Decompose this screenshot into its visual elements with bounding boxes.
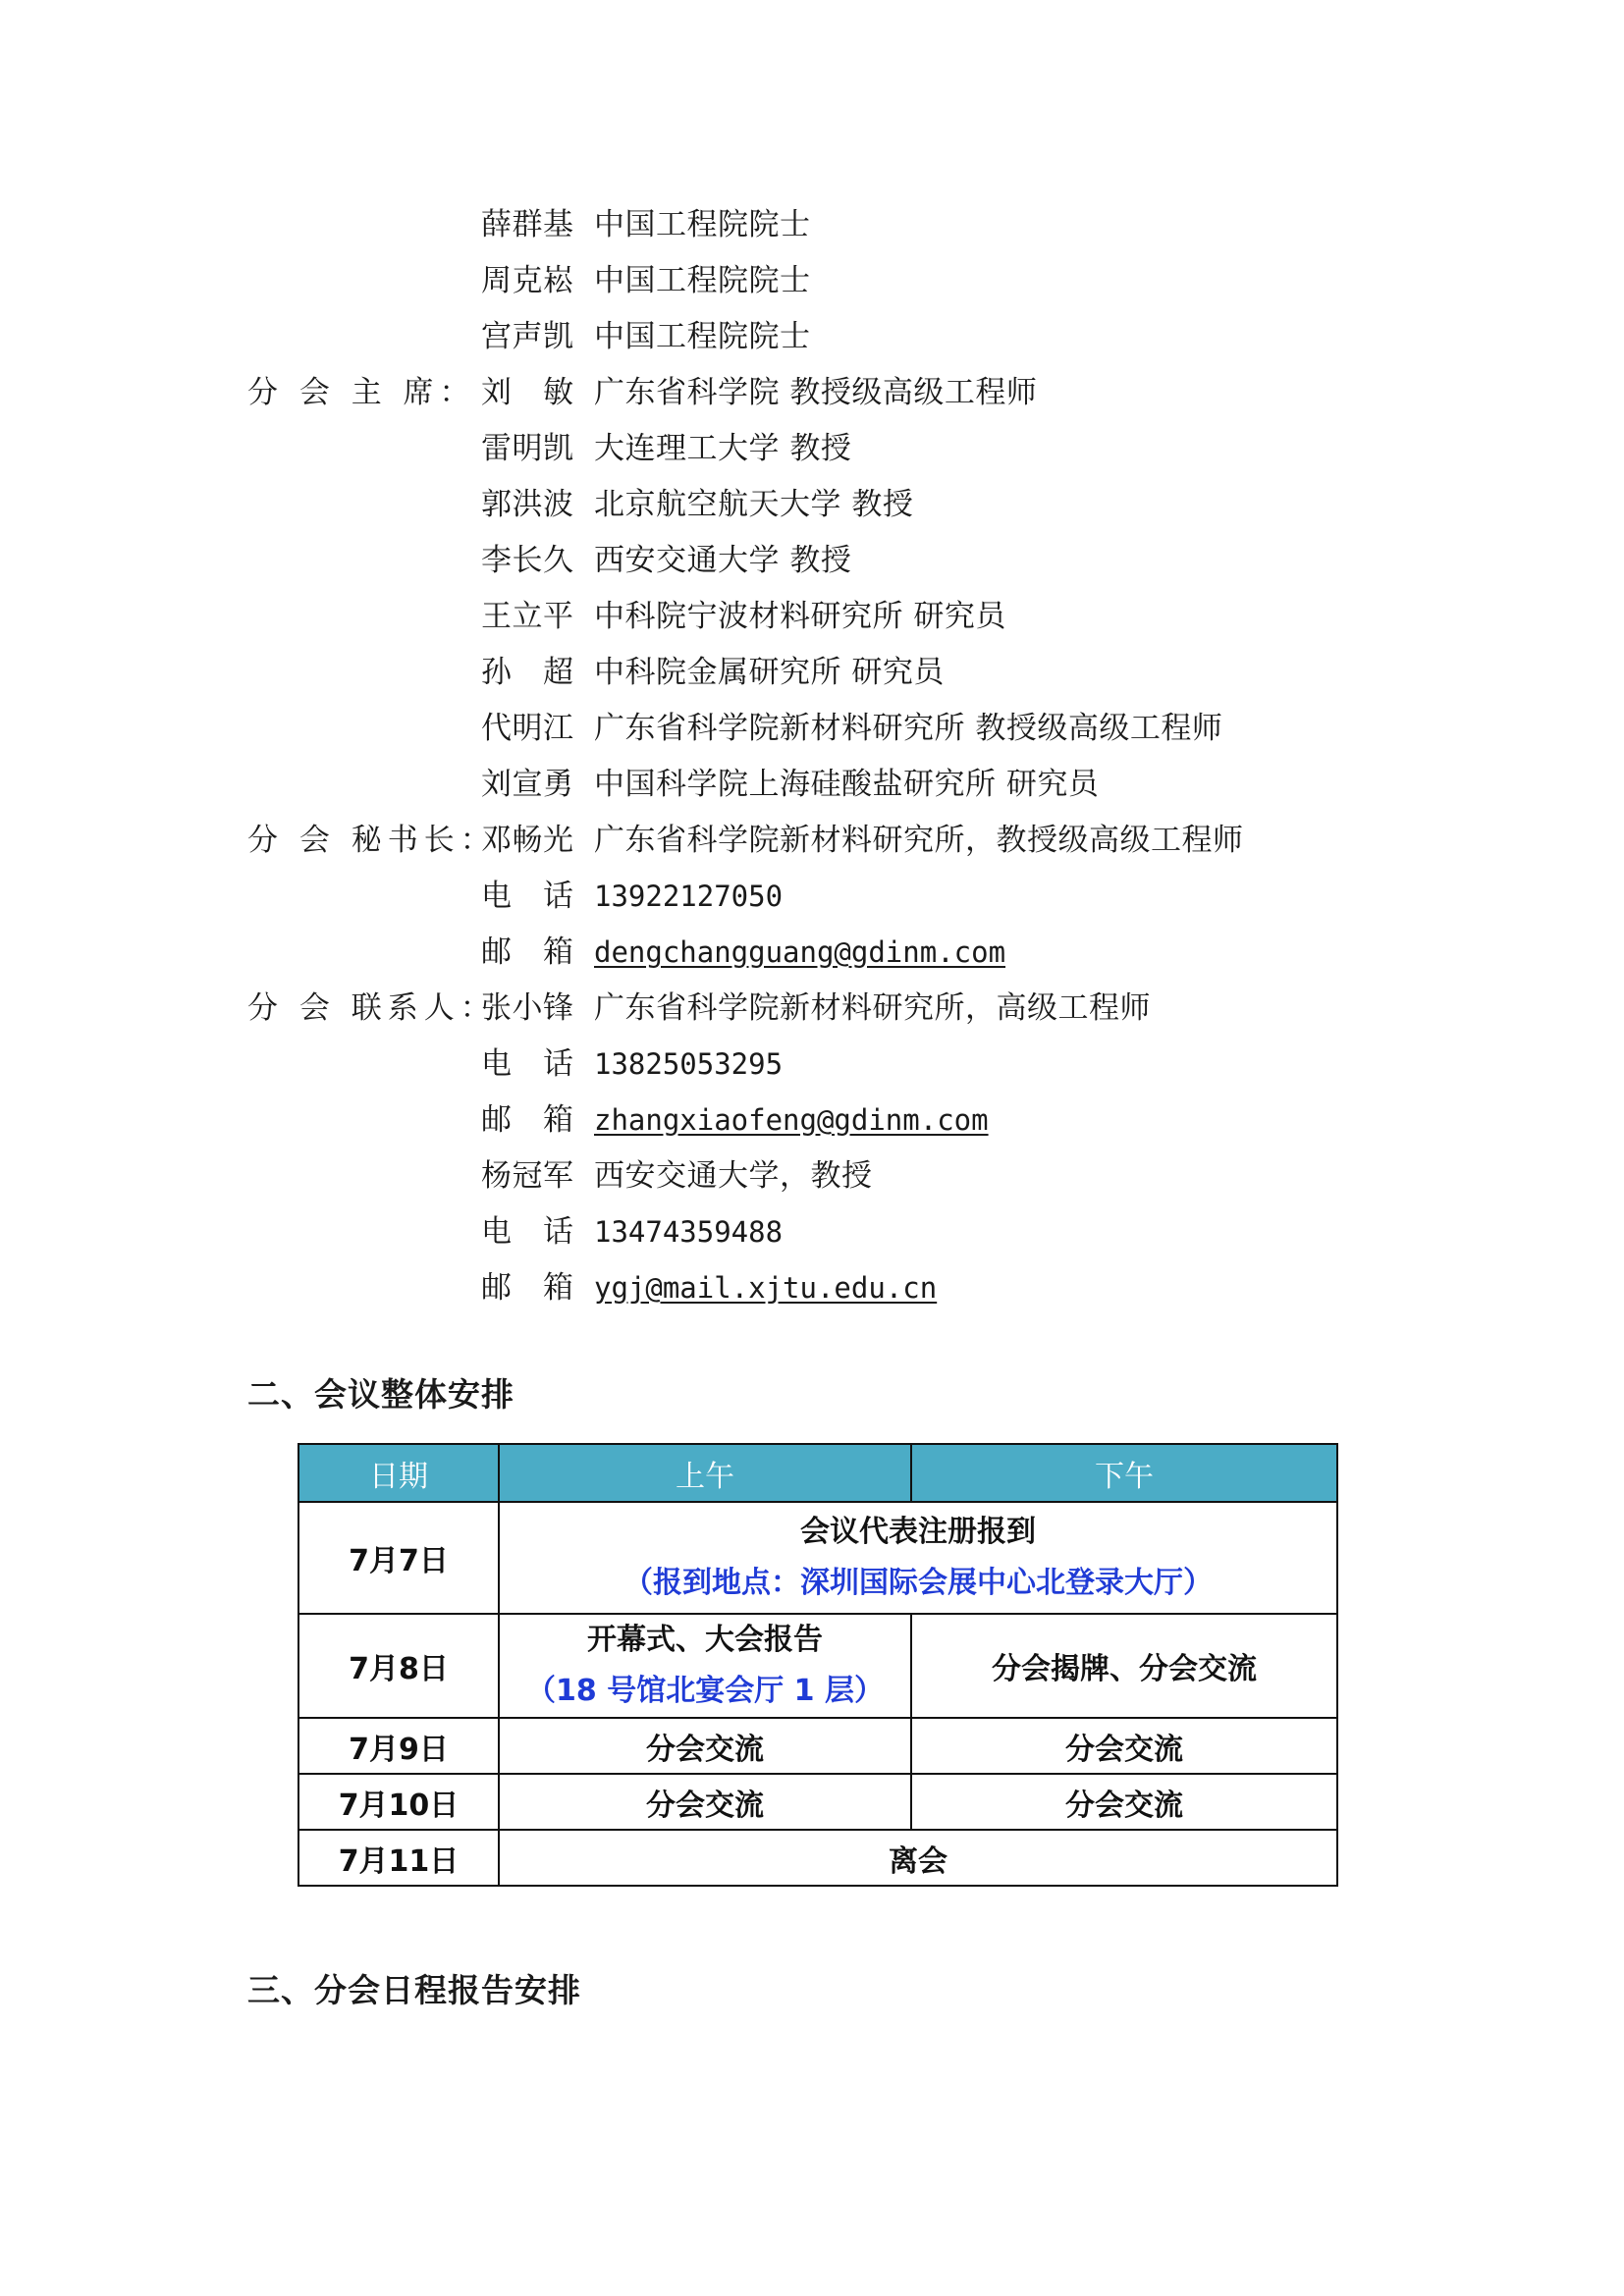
chairs-label: 分 会 主 席： <box>247 375 476 410</box>
phone-label: 电 话 <box>481 1046 574 1082</box>
email-label: 邮 箱 <box>481 1102 574 1138</box>
date-cell: 7月11日 <box>298 1830 499 1886</box>
schedule-table <box>298 1443 1338 1887</box>
person-name: 宫声凯 <box>481 319 574 354</box>
pm-cell: 分会交流 <box>911 1774 1337 1830</box>
person-name: 郭洪波 <box>481 487 574 522</box>
person-info: 广东省科学院 教授级高级工程师 <box>594 375 1038 410</box>
column-header: 日期 <box>298 1444 499 1502</box>
table-row <box>298 1774 1337 1830</box>
cell-note: （报到地点：深圳国际会展中心北登录大厅） <box>623 1566 1213 1600</box>
person-info: 中科院宁波材料研究所 研究员 <box>594 599 1006 634</box>
email-label: 邮 箱 <box>481 1270 574 1306</box>
phone-number: 13825053295 <box>594 1047 784 1081</box>
person-name: 李长久 <box>481 543 574 578</box>
table-row <box>298 1502 1337 1614</box>
full-day-cell: 离会 <box>499 1830 1337 1886</box>
phone-number: 13474359488 <box>594 1215 784 1249</box>
phone-number: 13922127050 <box>594 880 784 913</box>
person-info: 中国工程院院士 <box>594 319 811 354</box>
person-name: 代明江 <box>481 711 574 746</box>
cell-text: 会议代表注册报到 <box>800 1515 1036 1549</box>
phone-label: 电 话 <box>481 879 574 914</box>
person-info: 中国科学院上海硅酸盐研究所 研究员 <box>594 767 1100 802</box>
table-row <box>298 1718 1337 1774</box>
person-name: 刘宣勇 <box>481 767 574 802</box>
cell-text: 开幕式、大会报告 <box>587 1623 823 1657</box>
date-cell: 7月7日 <box>298 1502 499 1614</box>
email-link[interactable]: ygj@mail.xjtu.edu.cn <box>594 1271 938 1305</box>
am-cell: 分会交流 <box>499 1774 911 1830</box>
person-info: 中科院金属研究所 研究员 <box>594 655 945 690</box>
person-info: 西安交通大学 教授 <box>594 543 852 578</box>
person-name: 张小锋 <box>481 990 574 1026</box>
phone-label: 电 话 <box>481 1214 574 1250</box>
person-name: 孙 超 <box>481 655 574 690</box>
secretary-label: 分 会 秘书长： <box>247 823 497 858</box>
section-heading: 二、会议整体安排 <box>247 1375 514 1414</box>
column-header: 上午 <box>499 1444 911 1502</box>
pm-cell: 分会揭牌、分会交流 <box>911 1614 1337 1718</box>
am-cell: 分会交流 <box>499 1718 911 1774</box>
cell-note: （18 号馆北宴会厅 1 层） <box>526 1674 884 1708</box>
person-info: 广东省科学院新材料研究所，教授级高级工程师 <box>594 823 1244 858</box>
person-name: 邓畅光 <box>481 823 574 858</box>
person-name: 薛群基 <box>481 207 574 242</box>
person-name: 刘 敏 <box>481 375 574 410</box>
person-info: 北京航空航天大学 教授 <box>594 487 914 522</box>
section-heading: 三、分会日程报告安排 <box>247 1971 581 2009</box>
table-header-row <box>298 1444 1337 1502</box>
person-info: 中国工程院院士 <box>594 207 811 242</box>
person-name: 杨冠军 <box>481 1158 574 1194</box>
person-info: 中国工程院院士 <box>594 263 811 298</box>
person-name: 王立平 <box>481 599 574 634</box>
date-cell: 7月9日 <box>298 1718 499 1774</box>
email-label: 邮 箱 <box>481 934 574 970</box>
table-row <box>298 1830 1337 1886</box>
pm-cell: 分会交流 <box>911 1718 1337 1774</box>
person-name: 周克崧 <box>481 263 574 298</box>
person-name: 雷明凯 <box>481 431 574 466</box>
am-cell <box>499 1614 911 1718</box>
table-row <box>298 1614 1337 1718</box>
email-link[interactable]: zhangxiaofeng@gdinm.com <box>594 1103 989 1137</box>
person-info: 大连理工大学 教授 <box>594 431 852 466</box>
date-cell: 7月8日 <box>298 1614 499 1718</box>
date-cell: 7月10日 <box>298 1774 499 1830</box>
full-day-cell <box>499 1502 1337 1614</box>
person-info: 西安交通大学，教授 <box>594 1158 873 1194</box>
column-header: 下午 <box>911 1444 1337 1502</box>
person-info: 广东省科学院新材料研究所 教授级高级工程师 <box>594 711 1223 746</box>
email-link[interactable]: dengchangguang@gdinm.com <box>594 935 1006 969</box>
person-info: 广东省科学院新材料研究所，高级工程师 <box>594 990 1151 1026</box>
contacts-label: 分 会 联系人： <box>247 990 497 1026</box>
